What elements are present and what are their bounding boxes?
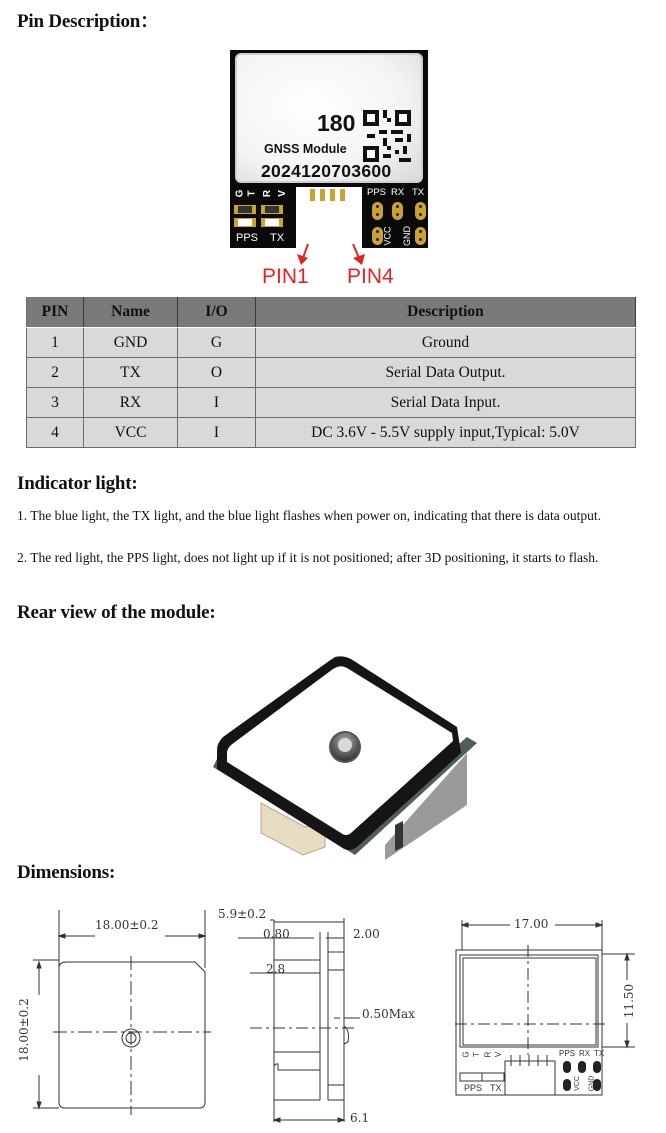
silk-bottom-t: T <box>471 1052 481 1057</box>
dim-side-protrusion: 0.50Max <box>362 1007 415 1021</box>
cell-pin: 4 <box>27 418 84 448</box>
silk-bottom-led-tx: TX <box>490 1083 502 1093</box>
pad-gnd <box>415 227 426 245</box>
connector-pin <box>340 189 345 201</box>
col-io: I/O <box>178 297 256 328</box>
dim-top-width: 18.00±0.2 <box>95 918 159 932</box>
table-header-row <box>27 297 636 328</box>
silk-v: V <box>276 190 288 197</box>
cell-name: TX <box>84 358 178 388</box>
section-heading-indicator-light: Indicator light: <box>17 473 138 494</box>
cell-pin: 2 <box>27 358 84 388</box>
cell-description: Serial Data Input. <box>256 388 636 418</box>
dim-bottom-width: 17.00 <box>514 917 549 931</box>
silk-bottom-r: R <box>483 1051 493 1058</box>
table-row <box>27 328 636 358</box>
silk-pad-tx: TX <box>412 187 425 198</box>
table-row <box>27 388 636 418</box>
silk-bottom-pps: PPS <box>559 1049 576 1058</box>
silk-pps: PPS <box>236 232 259 244</box>
silk-d-minus: D- <box>298 189 308 198</box>
col-name: Name <box>84 297 178 328</box>
col-description: Description <box>256 297 636 328</box>
cell-pin: 1 <box>27 328 84 358</box>
silk-bottom-v: V <box>494 1051 504 1058</box>
cell-io: O <box>178 358 256 388</box>
dim-top-height: 18.00±0.2 <box>16 998 31 1062</box>
led-dark-1 <box>234 205 256 214</box>
qr-code-icon <box>363 110 411 162</box>
silk-pad-pps: PPS <box>367 187 387 198</box>
dim-side-thickness: 5.9±0.2 <box>218 907 267 921</box>
cell-description: Serial Data Output. <box>256 358 636 388</box>
silk-bottom-vcc: VCC <box>573 1076 581 1091</box>
module-serial: 2024120703600 <box>261 161 392 181</box>
col-pin: PIN <box>27 297 84 328</box>
dim-side-pcb: 0.80 <box>263 927 290 941</box>
section-heading-dimensions: Dimensions: <box>17 862 116 883</box>
silk-c-minus: C- <box>347 189 357 198</box>
cell-io: I <box>178 418 256 448</box>
pad-vcc <box>372 227 383 245</box>
silk-tx: TX <box>270 232 285 244</box>
dim-side-connector: 2.8 <box>266 962 286 976</box>
silk-bottom-g: G <box>461 1051 471 1058</box>
callout-pin4: PIN4 <box>347 265 394 288</box>
pad-tx <box>415 202 426 220</box>
silk-bottom-tx: TX <box>594 1049 605 1058</box>
indicator-item-2: 2. The red light, the PPS light, does not light up if it is not positioned; after 3D positioning, it starts to flash. <box>17 550 599 565</box>
module-model: 180 <box>317 110 356 136</box>
connector-pin <box>320 189 325 201</box>
silk-bottom-gnd: GND <box>588 1075 596 1092</box>
cell-name: VCC <box>84 418 178 448</box>
silk-gnd: GND <box>402 226 412 246</box>
led-dark-2 <box>261 205 283 214</box>
pad-pps <box>372 202 383 220</box>
pin-table <box>26 297 636 448</box>
silk-bottom-rx: RX <box>579 1049 591 1058</box>
arrow-pin1-icon <box>296 244 316 266</box>
dim-side-total: 6.1 <box>350 1111 370 1125</box>
module-front-image <box>230 50 428 248</box>
silk-t: T <box>246 190 258 197</box>
led-tx <box>261 218 283 227</box>
module-rear-image <box>205 655 480 860</box>
section-heading-rear-view: Rear view of the module: <box>17 602 216 623</box>
drawing-top-view <box>25 910 215 1125</box>
silk-g: G <box>234 189 246 198</box>
callout-pin1: PIN1 <box>262 265 309 288</box>
connector-pin <box>330 189 335 201</box>
arrow-pin4-icon <box>350 244 370 266</box>
cell-description: Ground <box>256 328 636 358</box>
silk-bottom-led-pps: PPS <box>464 1083 483 1093</box>
silk-pad-rx: RX <box>391 187 405 198</box>
silk-r: R <box>262 189 274 198</box>
indicator-item-1: 1. The blue light, the TX light, and the blue light flashes when power on, indicating that there is data output. <box>17 508 602 523</box>
cell-description: DC 3.6V - 5.5V supply input,Typical: 5.0V <box>256 418 636 448</box>
dim-side-shield: 2.00 <box>353 927 380 941</box>
cell-io: G <box>178 328 256 358</box>
cell-name: RX <box>84 388 178 418</box>
cell-name: GND <box>84 328 178 358</box>
module-subtitle: GNSS Module <box>264 142 347 156</box>
silk-vcc: VCC <box>382 226 393 246</box>
shield-can <box>235 53 423 183</box>
connector-pin <box>310 189 315 201</box>
cell-pin: 3 <box>27 388 84 418</box>
section-heading-pin-description: Pin Description： <box>17 11 159 32</box>
dim-bottom-shield-height: 11.50 <box>622 983 637 1019</box>
pad-rx <box>392 202 403 220</box>
led-pps <box>234 218 256 227</box>
cell-io: I <box>178 388 256 418</box>
table-row <box>27 358 636 388</box>
table-row <box>27 418 636 448</box>
